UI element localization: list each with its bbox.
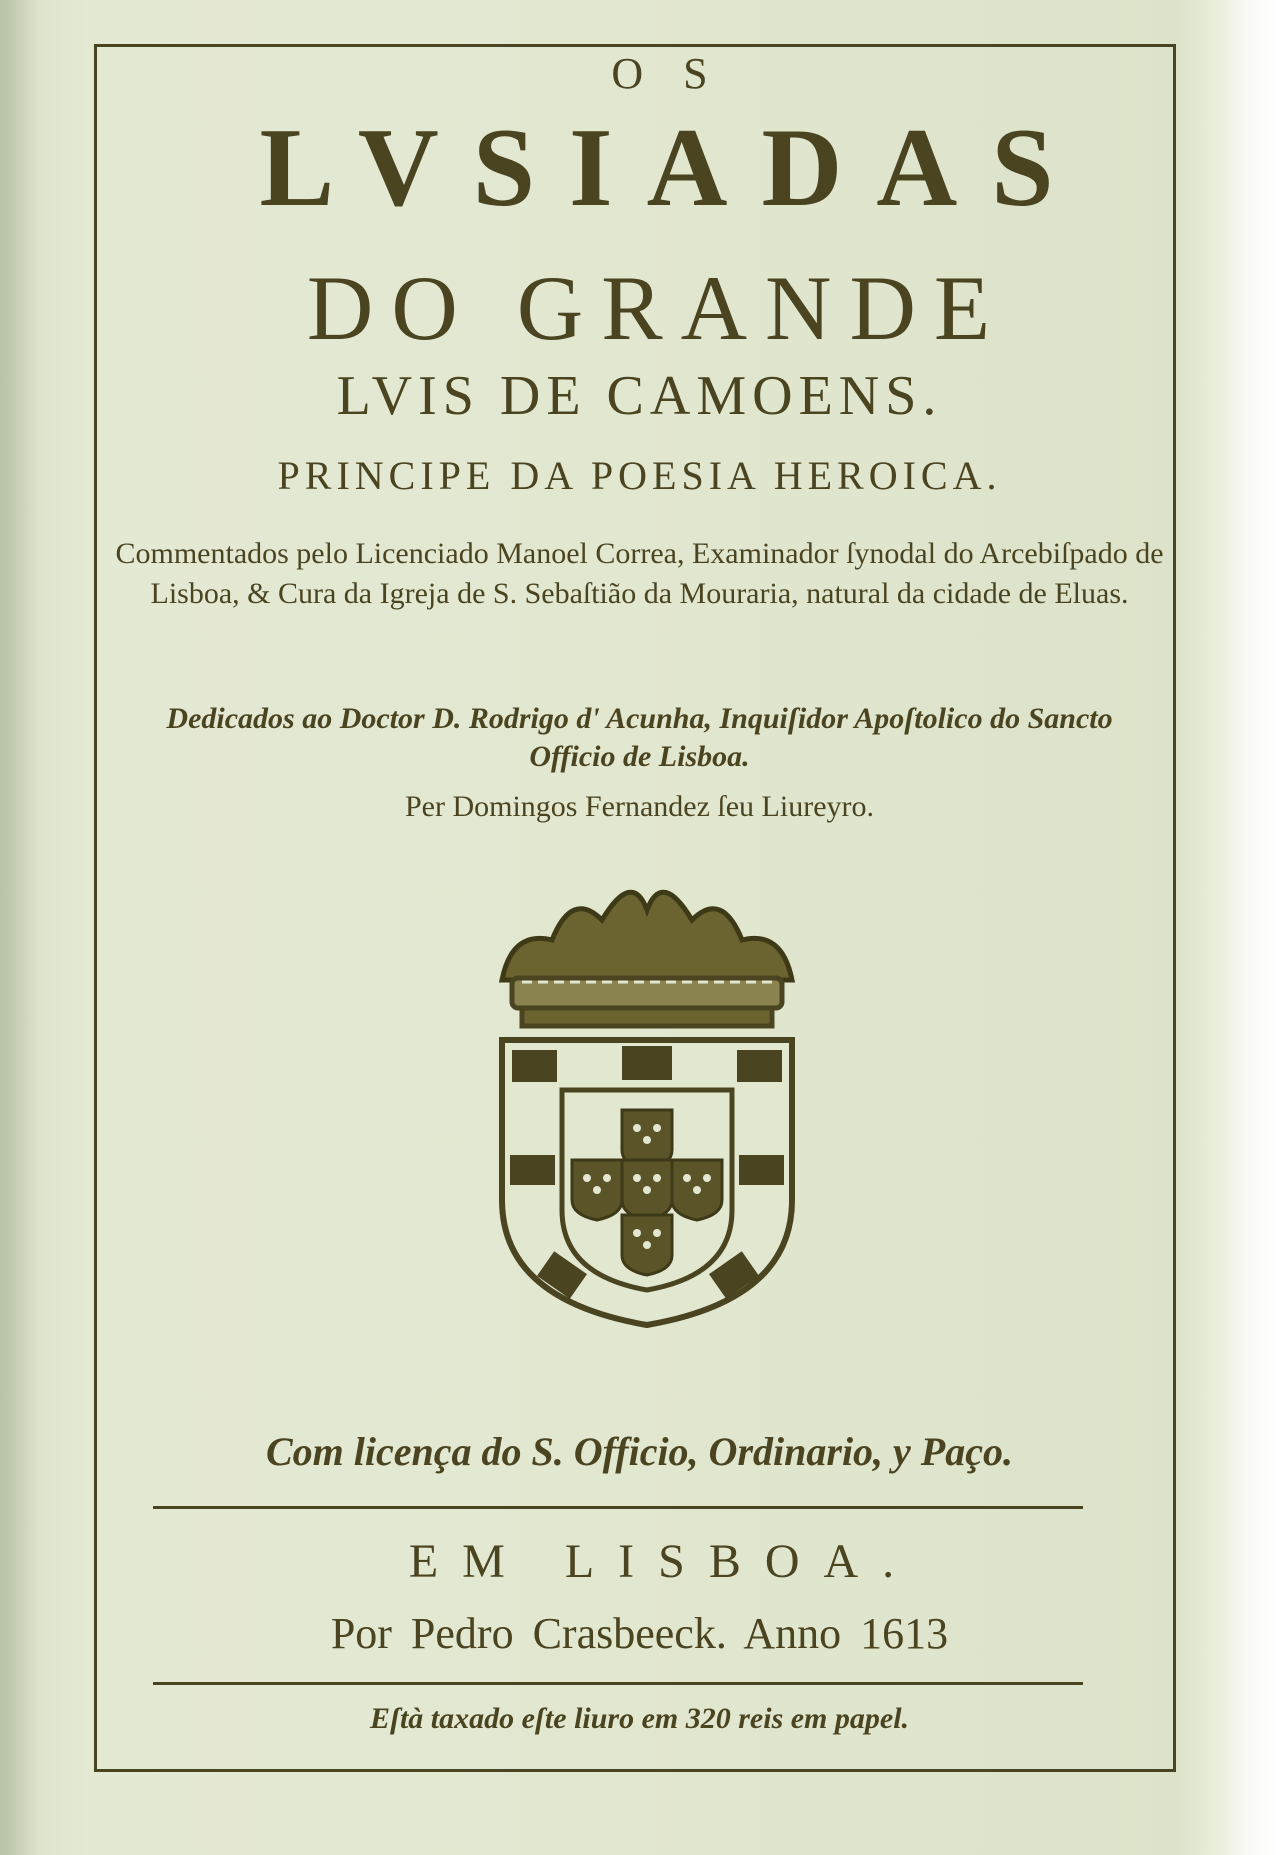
dedication-text: Dedicados ao Doctor D. Rodrigo d' Acunha, Inquiſidor Apoſtolico do Sancto Officio de Lisboa. bbox=[166, 702, 1113, 773]
title-os: OS bbox=[611, 49, 748, 98]
divider-rule bbox=[153, 1506, 1083, 1509]
subtitle-principe: PRINCIPE DA POESIA HEROICA. bbox=[277, 453, 1002, 498]
price-text: Eſtà taxado eſte liuro em 320 reis em papel. bbox=[369, 1702, 910, 1735]
printer-and-year: Por Pedro Crasbeeck. Anno 1613 bbox=[330, 1609, 949, 1658]
coat-of-arms-icon bbox=[482, 870, 812, 1330]
author-name: LVIS DE CAMOENS. bbox=[336, 365, 943, 427]
place-of-printing: EM LISBOA. bbox=[408, 1535, 919, 1588]
title-lusiadas: LVSIADAS bbox=[259, 106, 1088, 230]
license-text: Com licença do S. Officio, Ordinario, y Paço. bbox=[266, 1429, 1013, 1474]
commentary-text: Commentados pelo Licenciado Manoel Correa, Examinador ſynodal do Arcebiſpado de Lisboa, & Cura da Igreja de S. Sebaſtião da Mouraria, natural da cidade de Eluas. bbox=[115, 537, 1164, 610]
bookseller-text: Per Domingos Fernandez ſeu Liureyro. bbox=[404, 790, 875, 823]
divider-rule bbox=[153, 1682, 1083, 1685]
title-do-grande: DO GRANDE bbox=[306, 257, 1009, 359]
